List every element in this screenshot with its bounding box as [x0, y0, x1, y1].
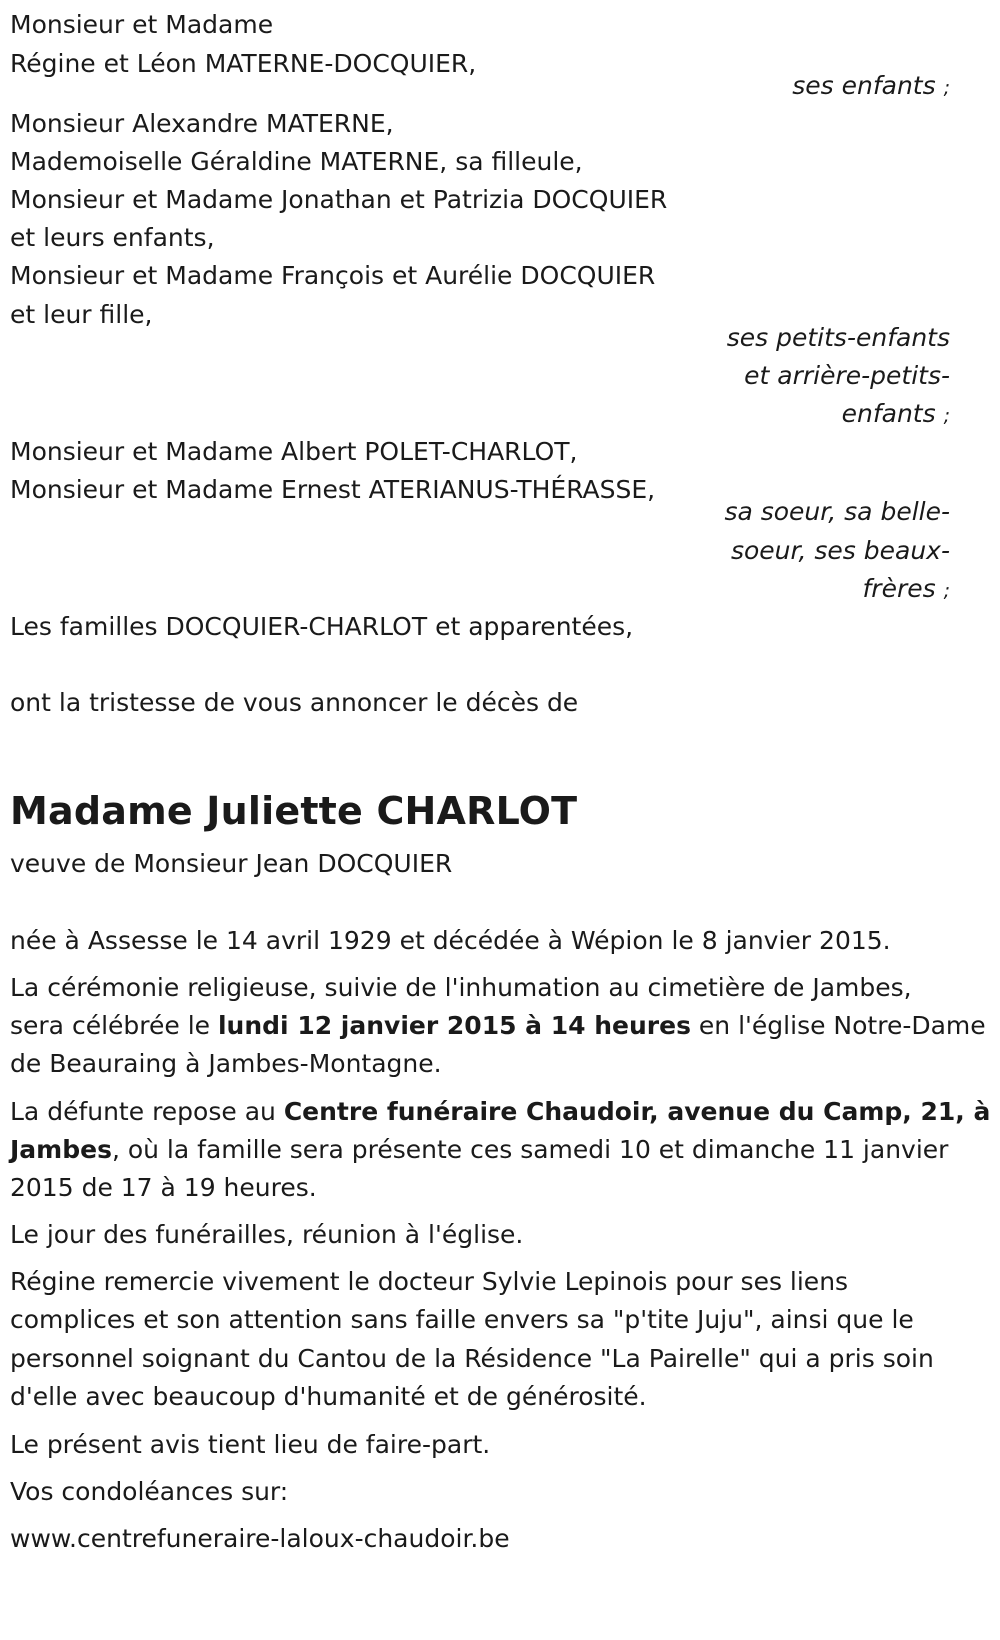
ceremony-line: de Beauraing à Jambes-Montagne.	[10, 1049, 442, 1078]
thanks-line: complices et son attention sans faille envers sa "p'tite Juju", ainsi que le	[10, 1305, 914, 1334]
relation-label: frères ;	[862, 574, 950, 603]
family-line: Monsieur Alexandre MATERNE,	[10, 109, 394, 138]
thanks-line: personnel soignant du Cantou de la Résidence "La Pairelle" qui a pris soin	[10, 1344, 934, 1373]
family-line: et leurs enfants,	[10, 223, 215, 252]
family-line: Monsieur et Madame François et Aurélie DOCQUIER	[10, 261, 656, 290]
ceremony-line: La cérémonie religieuse, suivie de l'inhumation au cimetière de Jambes,	[10, 973, 912, 1002]
notice-text: Le présent avis tient lieu de faire-part.	[10, 1430, 491, 1459]
widow-of-text: veuve de Monsieur Jean DOCQUIER	[10, 849, 453, 878]
family-line: Monsieur et Madame Jonathan et Patrizia DOCQUIER	[10, 185, 668, 214]
family-line: Les familles DOCQUIER-CHARLOT et apparentées,	[10, 612, 634, 641]
ceremony-line: sera célébrée le lundi 12 janvier 2015 à 14 heures en l'église Notre-Dame	[10, 1011, 986, 1040]
family-line: Mademoiselle Géraldine MATERNE, sa filleule,	[10, 147, 583, 176]
ceremony-datetime: lundi 12 janvier 2015 à 14 heures	[217, 1011, 691, 1040]
repose-line: La défunte repose au Centre funéraire Chaudoir, avenue du Camp, 21, à	[10, 1097, 991, 1126]
family-line: et leur fille,	[10, 300, 153, 329]
relation-label: ses enfants ;	[792, 71, 950, 100]
relation-label: sa soeur, sa belle-	[724, 497, 950, 526]
repose-line: Jambes, où la famille sera présente ces samedi 10 et dimanche 11 janvier	[10, 1135, 949, 1164]
family-line: Monsieur et Madame Ernest ATERIANUS-THÉRASSE,	[10, 475, 656, 504]
deceased-name: Madame Juliette CHARLOT	[10, 789, 578, 833]
relation-label: et arrière-petits-	[744, 361, 950, 390]
announcement-text: ont la tristesse de vous annoncer le décès de	[10, 688, 579, 717]
repose-line: 2015 de 17 à 19 heures.	[10, 1173, 317, 1202]
family-line: Régine et Léon MATERNE-DOCQUIER,	[10, 49, 477, 78]
thanks-line: d'elle avec beaucoup d'humanité et de générosité.	[10, 1382, 647, 1411]
funeral-day-text: Le jour des funérailles, réunion à l'église.	[10, 1220, 524, 1249]
birth-death-text: née à Assesse le 14 avril 1929 et décédée à Wépion le 8 janvier 2015.	[10, 926, 891, 955]
relation-label: enfants ;	[841, 399, 950, 428]
funeral-center-address: Centre funéraire Chaudoir, avenue du Camp, 21, à	[283, 1097, 991, 1126]
condolences-label: Vos condoléances sur:	[10, 1477, 289, 1506]
thanks-line: Régine remercie vivement le docteur Sylvie Lepinois pour ses liens	[10, 1267, 849, 1296]
relation-label: soeur, ses beaux-	[730, 536, 950, 565]
family-line: Monsieur et Madame	[10, 10, 274, 39]
condolences-website-link[interactable]: www.centrefuneraire-laloux-chaudoir.be	[10, 1524, 510, 1553]
relation-label: ses petits-enfants	[726, 323, 950, 352]
family-line: Monsieur et Madame Albert POLET-CHARLOT,	[10, 437, 578, 466]
